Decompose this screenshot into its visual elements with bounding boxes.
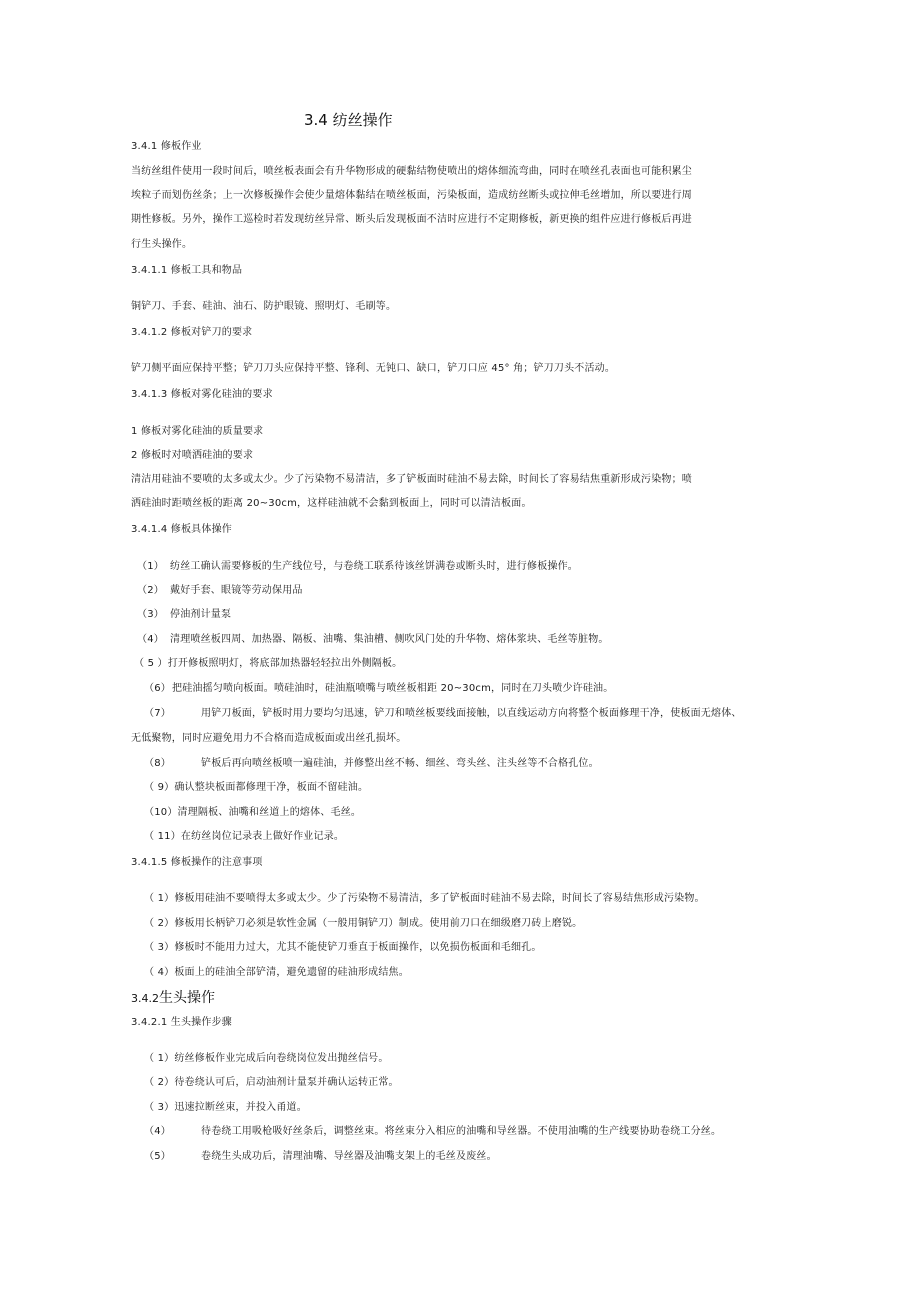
paragraph-line: 行生头操作。 <box>131 239 193 250</box>
section-title: 生头操作 <box>159 990 215 1006</box>
paragraph-line: 2 修板时对喷洒硅油的要求 <box>131 450 254 461</box>
list-text: 无低聚物，同时应避免用力不合格而造成板面或出丝孔损坏。 <box>131 733 407 744</box>
list-item: （ 2）修板用长柄铲刀必须是软性金属（一般用铜铲刀）制成。使用前刀口在细级磨刀砖上磨锐。 <box>144 918 583 929</box>
list-text: （10）清理隔板、油嘴和丝道上的熔体、毛丝。 <box>144 807 362 818</box>
list-number: （3） <box>137 609 164 620</box>
paragraph-line: 当纺丝组件使用一段时间后，喷丝板表面会有升华物形成的硬黏结物使喷出的熔体细流弯曲，同时在喷丝孔表面也可能积累尘 <box>131 166 692 177</box>
list-item-continuation <box>131 732 406 745</box>
list-text: 把硅油摇匀喷向板面。喷硅油时，硅油瓶喷嘴与喷丝板相距 20~30cm，同时在刀头喷少许硅油。 <box>172 683 614 694</box>
section-heading-3-4-1-3: 3.4.1.3 修板对雾化硅油的要求 <box>131 389 273 400</box>
list-number: （8） <box>144 758 171 769</box>
section-heading-3-4-1-1: 3.4.1.1 修板工具和物品 <box>131 265 243 276</box>
list-text: 清理喷丝板四周、加热器、隔板、油嘴、集油槽、侧吹风门处的升华物、熔体浆块、毛丝等脏物。 <box>170 634 609 645</box>
list-text: （ 9）确认整块板面都修理干净，板面不留硅油。 <box>144 782 369 793</box>
list-item <box>144 1101 307 1114</box>
list-text: 铲板后再向喷丝板喷一遍硅油，并修整出丝不畅、细丝、弯头丝、注头丝等不合格孔位。 <box>201 758 599 769</box>
page-title: 3.4 纺丝操作 <box>304 111 393 129</box>
paragraph-line: 埃粒子而划伤丝条；上一次修板操作会使少量熔体黏结在喷丝板面，污染板面，造成纺丝断头或拉伸毛丝增加，所以要进行周 <box>131 190 692 201</box>
list-text: （ 1）纺丝修板作业完成后向卷绕岗位发出抛丝信号。 <box>144 1053 389 1064</box>
list-item <box>137 584 303 597</box>
list-item <box>144 1125 721 1138</box>
list-item: （ 4）板面上的硅油全部铲清，避免遗留的硅油形成结焦。 <box>144 967 409 978</box>
list-item <box>144 806 361 819</box>
paragraph-line: 铲刀侧平面应保持平整；铲刀刀头应保持平整、锋利、无钝口、缺口，铲刀口应 45° 角；铲刀刀头不活动。 <box>131 363 616 374</box>
list-text: 待卷绕工用吸枪吸好丝条后，调整丝束。将丝束分入相应的油嘴和导丝器。不使用油嘴的生产线要协助卷绕工分丝。 <box>201 1126 722 1137</box>
section-number: 3.4.2 <box>131 992 159 1005</box>
list-item <box>134 657 402 670</box>
list-item <box>137 560 578 573</box>
list-number: （2） <box>137 585 164 596</box>
list-text: 停油剂计量泵 <box>170 609 232 620</box>
list-item <box>144 830 344 843</box>
list-item <box>144 1076 399 1089</box>
list-item <box>137 608 231 621</box>
section-heading-3-4-1-2: 3.4.1.2 修板对铲刀的要求 <box>131 327 253 338</box>
list-item <box>144 1150 497 1163</box>
section-heading-3-4-1-4: 3.4.1.4 修板具体操作 <box>131 524 232 535</box>
list-item <box>144 757 599 770</box>
list-text: （ 11）在纺丝岗位记录表上做好作业记录。 <box>144 831 345 842</box>
list-text: 戴好手套、眼镜等劳动保用品 <box>170 585 303 596</box>
list-number: （4） <box>137 634 164 645</box>
section-heading-3-4-2-1: 3.4.2.1 生头操作步骤 <box>131 1017 232 1028</box>
list-number: （4） <box>144 1126 171 1137</box>
list-item <box>137 633 609 646</box>
list-text: （ 3）迅速拉断丝束，并投入甬道。 <box>144 1102 307 1113</box>
list-text: 纺丝工确认需要修板的生产线位号，与卷绕工联系待该丝饼满卷或断头时，进行修板操作。 <box>170 561 578 572</box>
paragraph-line: 铜铲刀、手套、硅油、油石、防护眼镜、照明灯、毛刷等。 <box>131 301 397 312</box>
list-text: （ 2）待卷绕认可后，启动油剂计量泵并确认运转正常。 <box>144 1077 399 1088</box>
list-item: （ 1）修板用硅油不要喷得太多或太少。少了污染物不易清洁，多了铲板面时硅油不易去除，时间长了容易结焦形成污染物。 <box>144 893 705 904</box>
list-number: （7） <box>144 708 171 719</box>
list-number: （5） <box>144 1151 171 1162</box>
paragraph-line: 期性修板。另外，操作工巡检时若发现纺丝异常、断头后发现板面不洁时应进行不定期修板，新更换的组件应进行修板后再进 <box>131 214 692 225</box>
list-item <box>144 1052 389 1065</box>
list-item <box>144 682 613 695</box>
list-item: （ 3）修板时不能用力过大，尤其不能使铲刀垂直于板面操作，以免损伤板面和毛细孔。 <box>144 942 542 953</box>
list-text: 用铲刀板面，铲板时用力要均匀迅速，铲刀和喷丝板要线面接触，以直线运动方向将整个板面修理干净，使板面无熔体、 <box>201 708 742 719</box>
list-text: （ 5 ）打开修板照明灯，将底部加热器轻轻拉出外侧隔板。 <box>134 658 403 669</box>
list-item <box>144 781 368 794</box>
list-number: （1） <box>137 561 164 572</box>
list-number: （6） <box>144 683 171 694</box>
section-heading-3-4-2 <box>131 990 215 1007</box>
list-text: 卷绕生头成功后，清理油嘴、导丝器及油嘴支架上的毛丝及废丝。 <box>201 1151 497 1162</box>
paragraph-line: 清洁用硅油不要喷的太多或太少。少了污染物不易清洁，多了铲板面时硅油不易去除，时间长了容易结焦重新形成污染物；喷 <box>131 474 692 485</box>
paragraph-line: 1 修板对雾化硅油的质量要求 <box>131 426 264 437</box>
list-item <box>144 707 742 720</box>
section-heading-3-4-1-5: 3.4.1.5 修板操作的注意事项 <box>131 857 263 868</box>
paragraph-line: 洒硅油时距喷丝板的距离 20~30cm，这样硅油就不会黏到板面上，同时可以清洁板面。 <box>131 498 532 509</box>
section-heading-3-4-1: 3.4.1 修板作业 <box>131 141 202 152</box>
